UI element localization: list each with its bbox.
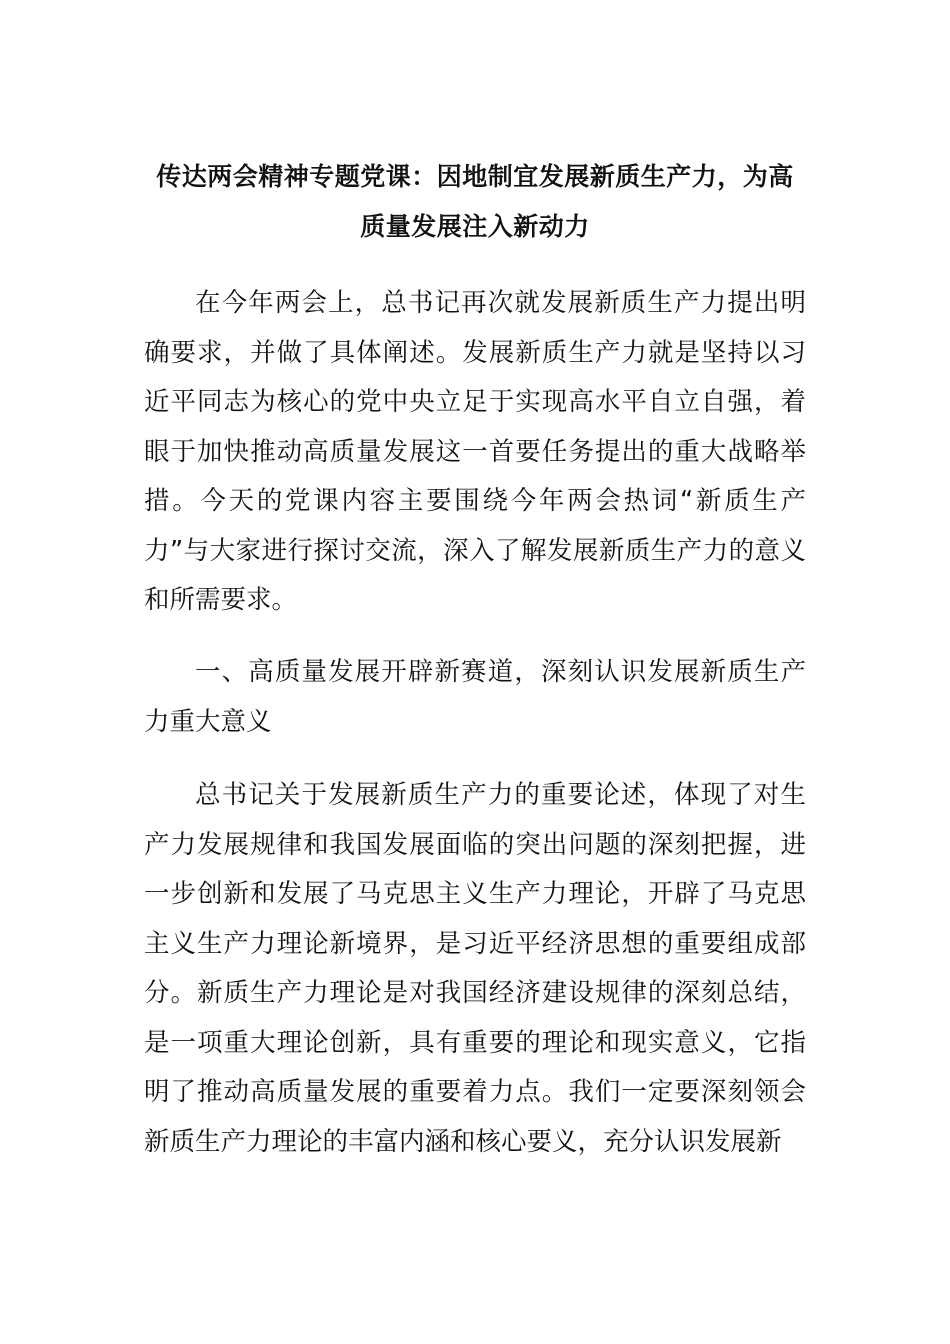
paragraph-text: 在今年两会上，总书记再次就发展新质生产力提出明确要求，并做了具体阐述。发展新质生产力就是坚持以习近平同志为核心的党中央立足于实现高水平自立自强，着眼于加快推动高质量发展这一首要任务提出的重大战略举措。今天的党课内容主要围绕今年两会热词“新质生产力”与大家进行探讨交流，深入了解发展新质生产力的意义和所需要求。 <box>144 288 806 615</box>
paragraph-text: 总书记关于发展新质生产力的重要论述，体现了对生产力发展规律和我国发展面临的突出问题的深刻把握，进一步创新和发展了马克思主义生产力理论，开辟了马克思主义生产力理论新境界，是习近平经济思想的重要组成部分。新质生产力理论是对我国经济建设规律的深刻总结，是一项重大理论创新，具有重要的理论和现实意义，它指明了推动高质量发展的重要着力点。我们一定要深刻领会新质生产力理论的丰富内涵和核心要义，充分认识发展新 <box>144 780 806 1157</box>
document-title <box>120 152 830 252</box>
section-heading-1 <box>144 648 806 747</box>
body-paragraph-intro <box>144 279 806 626</box>
section-heading-text: 一、高质量发展开辟新赛道，深刻认识发展新质生产力重大意义 <box>144 657 806 737</box>
title-line-2: 质量发展注入新动力 <box>360 212 590 241</box>
title-line-1: 传达两会精神专题党课：因地制宜发展新质生产力，为高 <box>156 162 794 191</box>
body-paragraph-section-1 <box>144 771 806 1167</box>
